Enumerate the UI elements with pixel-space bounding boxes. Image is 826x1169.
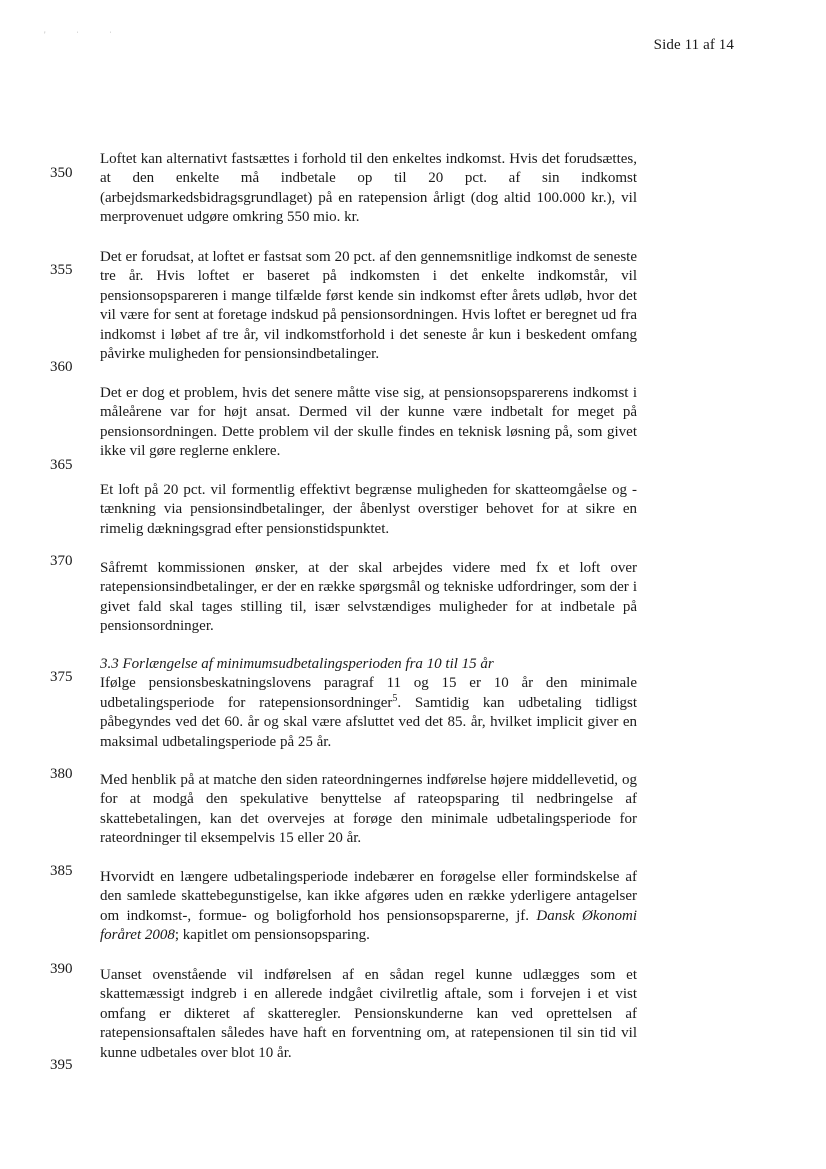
line-number: 395: [50, 1057, 73, 1073]
paragraph-text: . Samtidig kan udbetaling tidligst påbegyndes ved det 60. år og skal være afsluttet ved det 85. år, hvilket implicit giver en maksimal udbetalingsperiode på 25 år.: [100, 694, 637, 750]
line-number: 375: [50, 669, 73, 685]
line-number: 380: [50, 766, 73, 782]
paragraph: Uanset ovenstående vil indførelsen af en sådan regel kunne udlægges som et skattemæssigt indgreb i en allerede indgået civilretlig aftale, som i forvejen i et vist omfang er dikteret af skatteregler. Pensionskunderne kan ved oprettelsen af ratepensionsaftalen således have haft en forventning om, at ratepensionen til sin tid vil kunne udbetales over blot 10 år.: [100, 967, 637, 1061]
paragraph-text: ; kapitlet om pensionsopsparing.: [174, 927, 370, 944]
section-3-3: [100, 655, 637, 752]
paragraph: Et loft på 20 pct. vil formentlig effektivt begrænse muligheden for skatteomgåelse og -tænkning via pensionsindbetalinger, der åbenlyst overstiger behovet for at sikre en rimelig dækningsgrad efter pensionstidspunktet.: [100, 482, 637, 537]
footnote-marker: 5: [392, 692, 398, 704]
line-number: 360: [50, 359, 73, 375]
line-number: 370: [50, 553, 73, 569]
line-number: 350: [50, 165, 73, 181]
section-heading: 3.3 Forlængelse af minimumsudbetalingsperioden fra 10 til 15 år: [100, 656, 494, 672]
line-number: 355: [50, 262, 73, 278]
paragraph: Det er dog et problem, hvis det senere måtte vise sig, at pensionsopsparerens indkomst i måleårene var for højt ansat. Dermed vil der kunne være indbetalt for meget på pensionsordningen. Dette problem vil der skulle findes en teknisk løsning på, som givet ikke vil gøre reglerne enklere.: [100, 385, 637, 460]
line-number: 365: [50, 457, 73, 473]
line-number: 390: [50, 961, 73, 977]
paragraph: [100, 868, 637, 946]
paragraph-text: Hvorvidt en længere udbetalingsperiode indebærer en forøgelse eller formindskelse af den samlede skattebegunstigelse, kan ikke afgøres uden en række yderligere antagelser om indkomst-, formue- og boligforhold hos pensionsopsparerne, jf.: [100, 869, 637, 924]
scan-artifact-marks: ' ˈ ˈ: [44, 30, 127, 40]
paragraph: Det er forudsat, at loftet er fastsat som 20 pct. af den gennemsnitlige indkomst de seneste tre år. Hvis loftet er baseret på indkomsten i det enkelte indkomstår, vil pensionsopspareren i mange tilfælde først kende sin indkomst efter årets udløb, hvor det vil være for sent at foretage indskud på pensionsordningen. Hvis loftet er beregnet ud fra indkomst i løbet af tre år, vil indkomstforhold i det seneste år kun i beskedent omfang påvirke muligheden for pensionsindbetalinger.: [100, 249, 637, 363]
paragraph: Med henblik på at matche den siden rateordningernes indførelse højere middellevetid, og for at modgå den spekulative benyttelse af rateopsparing til nedbringelse af skattebetalingen, kan det overvejes at forøge den minimale udbetalingsperiode for rateordninger til eksempelvis 15 eller 20 år.: [100, 772, 637, 847]
line-number: 385: [50, 863, 73, 879]
publication-reference: Dansk Økonomi foråret 2008: [100, 907, 637, 944]
paragraph: [100, 674, 637, 752]
paragraph-text: Ifølge pensionsbeskatningslovens paragraf 11 og 15 er 10 år den minimale udbetalingsperiode for ratepensionsordninger: [100, 675, 637, 711]
page-number-label: Side 11 af 14: [653, 37, 734, 53]
paragraph: Såfremt kommissionen ønsker, at der skal arbejdes videre med fx et loft over ratepensionsindbetalinger, er der en række spørgsmål og tekniske udfordringer, som der i givet fald skal tages stilling til, især selvstændiges muligheder for at indbetale på pensionsordninger.: [100, 560, 637, 635]
paragraph: Loftet kan alternativt fastsættes i forhold til den enkeltes indkomst. Hvis det forudsættes, at den enkelte må indbetale op til 20 pct. af sin indkomst (arbejdsmarkedsbidragsgrundlaget) på en ratepension årligt (dog altid 100.000 kr.), vil merprovenuet udgøre omkring 550 mio. kr.: [100, 151, 637, 226]
